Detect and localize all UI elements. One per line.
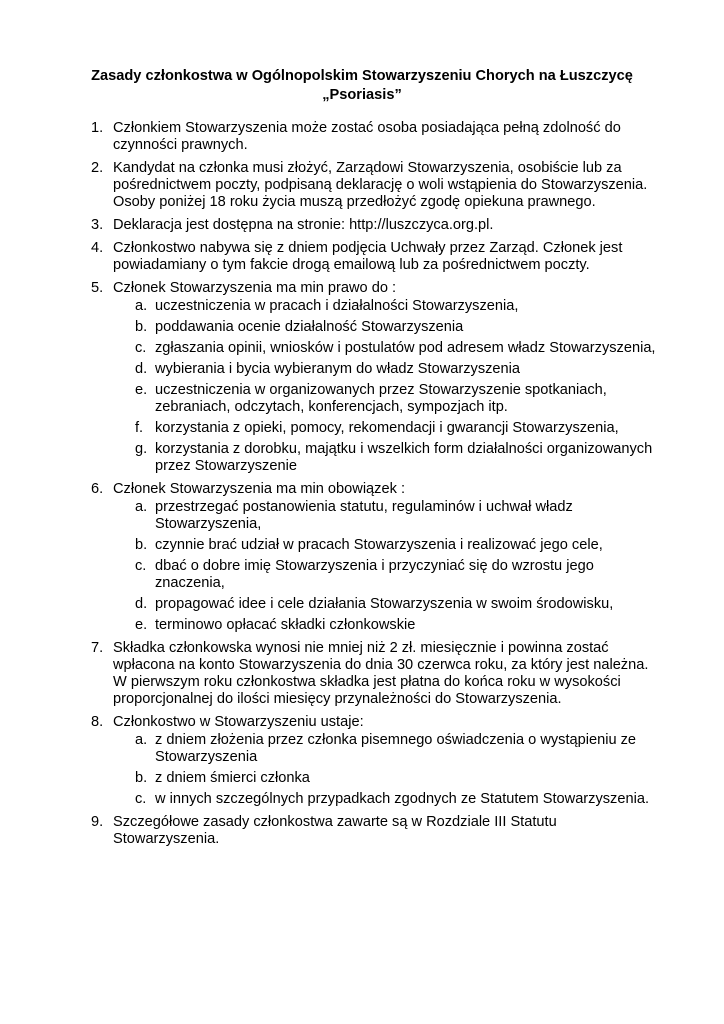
list-item [91,814,666,848]
sub-item-text: czynnie brać udział w pracach Stowarzyszenia i realizować jego cele, [155,537,603,553]
sub-item-letter: b. [135,770,148,786]
item-number: 2. [91,160,104,176]
sub-list-item [113,420,666,437]
sub-item-text: terminowo opłacać składki członkowskie [155,617,416,633]
title-line-1: Zasady członkostwa w Ogólnopolskim Stowarzyszeniu Chorych na Łuszczycę [91,68,633,84]
sub-list [113,499,666,634]
item-number: 4. [91,240,104,256]
sub-item-letter: e. [135,382,148,398]
sub-list-item [113,382,666,416]
list-item [91,714,666,808]
list-item [91,481,666,634]
sub-list-item [113,441,666,475]
list-item [91,280,666,475]
sub-list-item [113,558,666,592]
sub-item-text: zgłaszania opinii, wniosków i postulatów pod adresem władz Stowarzyszenia, [155,340,656,356]
sub-item-text: korzystania z dorobku, majątku i wszelkich form działalności organizowanych przez Stowarzyszenie [155,441,653,474]
item-number: 3. [91,217,104,233]
item-number: 8. [91,714,104,730]
item-text: Członek Stowarzyszenia ma min prawo do : [113,280,397,296]
sub-item-text: dbać o dobre imię Stowarzyszenia i przyczyniać się do wzrostu jego znaczenia, [155,558,594,591]
list-item [91,217,666,234]
item-number: 9. [91,814,104,830]
sub-item-text: uczestniczenia w pracach i działalności Stowarzyszenia, [155,298,519,314]
item-text: Składka członkowska wynosi nie mniej niż 2 zł. miesięcznie i powinna zostać wpłacona na konto Stowarzyszenia do dnia 30 czerwca roku, za który jest należna. W pierwszym roku członkostwa składka jest płatna do końca roku w wysokości proporcjonalnej do ilości miesięcy przynależności do Stowarzyszenia. [113,640,649,707]
sub-list-item [113,298,666,315]
sub-list-item [113,499,666,533]
sub-list-item [113,732,666,766]
document-title [80,67,644,105]
sub-item-text: korzystania z opieki, pomocy, rekomendacji i gwarancji Stowarzyszenia, [155,420,619,436]
item-text: Szczegółowe zasady członkostwa zawarte są w Rozdziale III Statutu Stowarzyszenia. [113,814,557,847]
sub-item-text: z dniem śmierci członka [155,770,310,786]
sub-item-letter: d. [135,596,148,612]
item-number: 7. [91,640,104,656]
sub-item-text: przestrzegać postanowienia statutu, regulaminów i uchwał władz Stowarzyszenia, [155,499,573,532]
sub-item-text: propagować idee i cele działania Stowarzyszenia w swoim środowisku, [155,596,614,612]
sub-item-letter: d. [135,361,148,377]
list-item [91,160,666,211]
list-item [91,240,666,274]
title-line-2: „Psoriasis” [322,87,402,103]
sub-item-letter: b. [135,319,148,335]
item-text: Członek Stowarzyszenia ma min obowiązek : [113,481,405,497]
sub-list-item [113,770,666,787]
sub-item-letter: a. [135,499,148,515]
item-text: Deklaracja jest dostępna na stronie: http://luszczyca.org.pl. [113,217,494,233]
item-text: Członkostwo nabywa się z dniem podjęcia Uchwały przez Zarząd. Członek jest powiadamiany o tym fakcie drogą emailową lub za pośrednictwem poczty. [113,240,623,273]
item-number: 1. [91,120,104,136]
sub-list-item [113,791,666,808]
item-text: Kandydat na członka musi złożyć, Zarządowi Stowarzyszenia, osobiście lub za pośrednictwem poczty, podpisaną deklarację o woli wstąpienia do Stowarzyszenia. Osoby poniżej 18 roku życia muszą przedłożyć zgodę opiekuna prawnego. [113,160,648,210]
sub-list [113,298,666,475]
sub-list-item [113,319,666,336]
sub-item-letter: a. [135,732,148,748]
sub-list [113,732,666,808]
sub-item-letter: f. [135,420,144,436]
item-text: Członkostwo w Stowarzyszeniu ustaje: [113,714,364,730]
sub-item-text: uczestniczenia w organizowanych przez Stowarzyszenie spotkaniach, zebraniach, odczytach, konferencjach, sympozjach itp. [155,382,607,415]
sub-item-letter: g. [135,441,148,457]
sub-list-item [113,596,666,613]
sub-item-letter: c. [135,340,147,356]
item-number: 5. [91,280,104,296]
list-item [91,120,666,154]
sub-item-letter: c. [135,558,147,574]
list-item [91,640,666,708]
sub-list-item [113,361,666,378]
sub-item-text: w innych szczególnych przypadkach zgodnych ze Statutem Stowarzyszenia. [155,791,649,807]
sub-item-text: wybierania i bycia wybieranym do władz Stowarzyszenia [155,361,521,377]
sub-item-letter: b. [135,537,148,553]
sub-item-text: poddawania ocenie działalność Stowarzyszenia [155,319,464,335]
sub-item-letter: e. [135,617,148,633]
sub-list-item [113,340,666,357]
item-number: 6. [91,481,104,497]
sub-item-letter: a. [135,298,148,314]
item-text: Członkiem Stowarzyszenia może zostać osoba posiadająca pełną zdolność do czynności prawnych. [113,120,621,153]
rules-list [91,120,666,854]
sub-item-text: z dniem złożenia przez członka pisemnego oświadczenia o wystąpieniu ze Stowarzyszenia [155,732,637,765]
sub-list-item [113,537,666,554]
sub-item-letter: c. [135,791,147,807]
sub-list-item [113,617,666,634]
